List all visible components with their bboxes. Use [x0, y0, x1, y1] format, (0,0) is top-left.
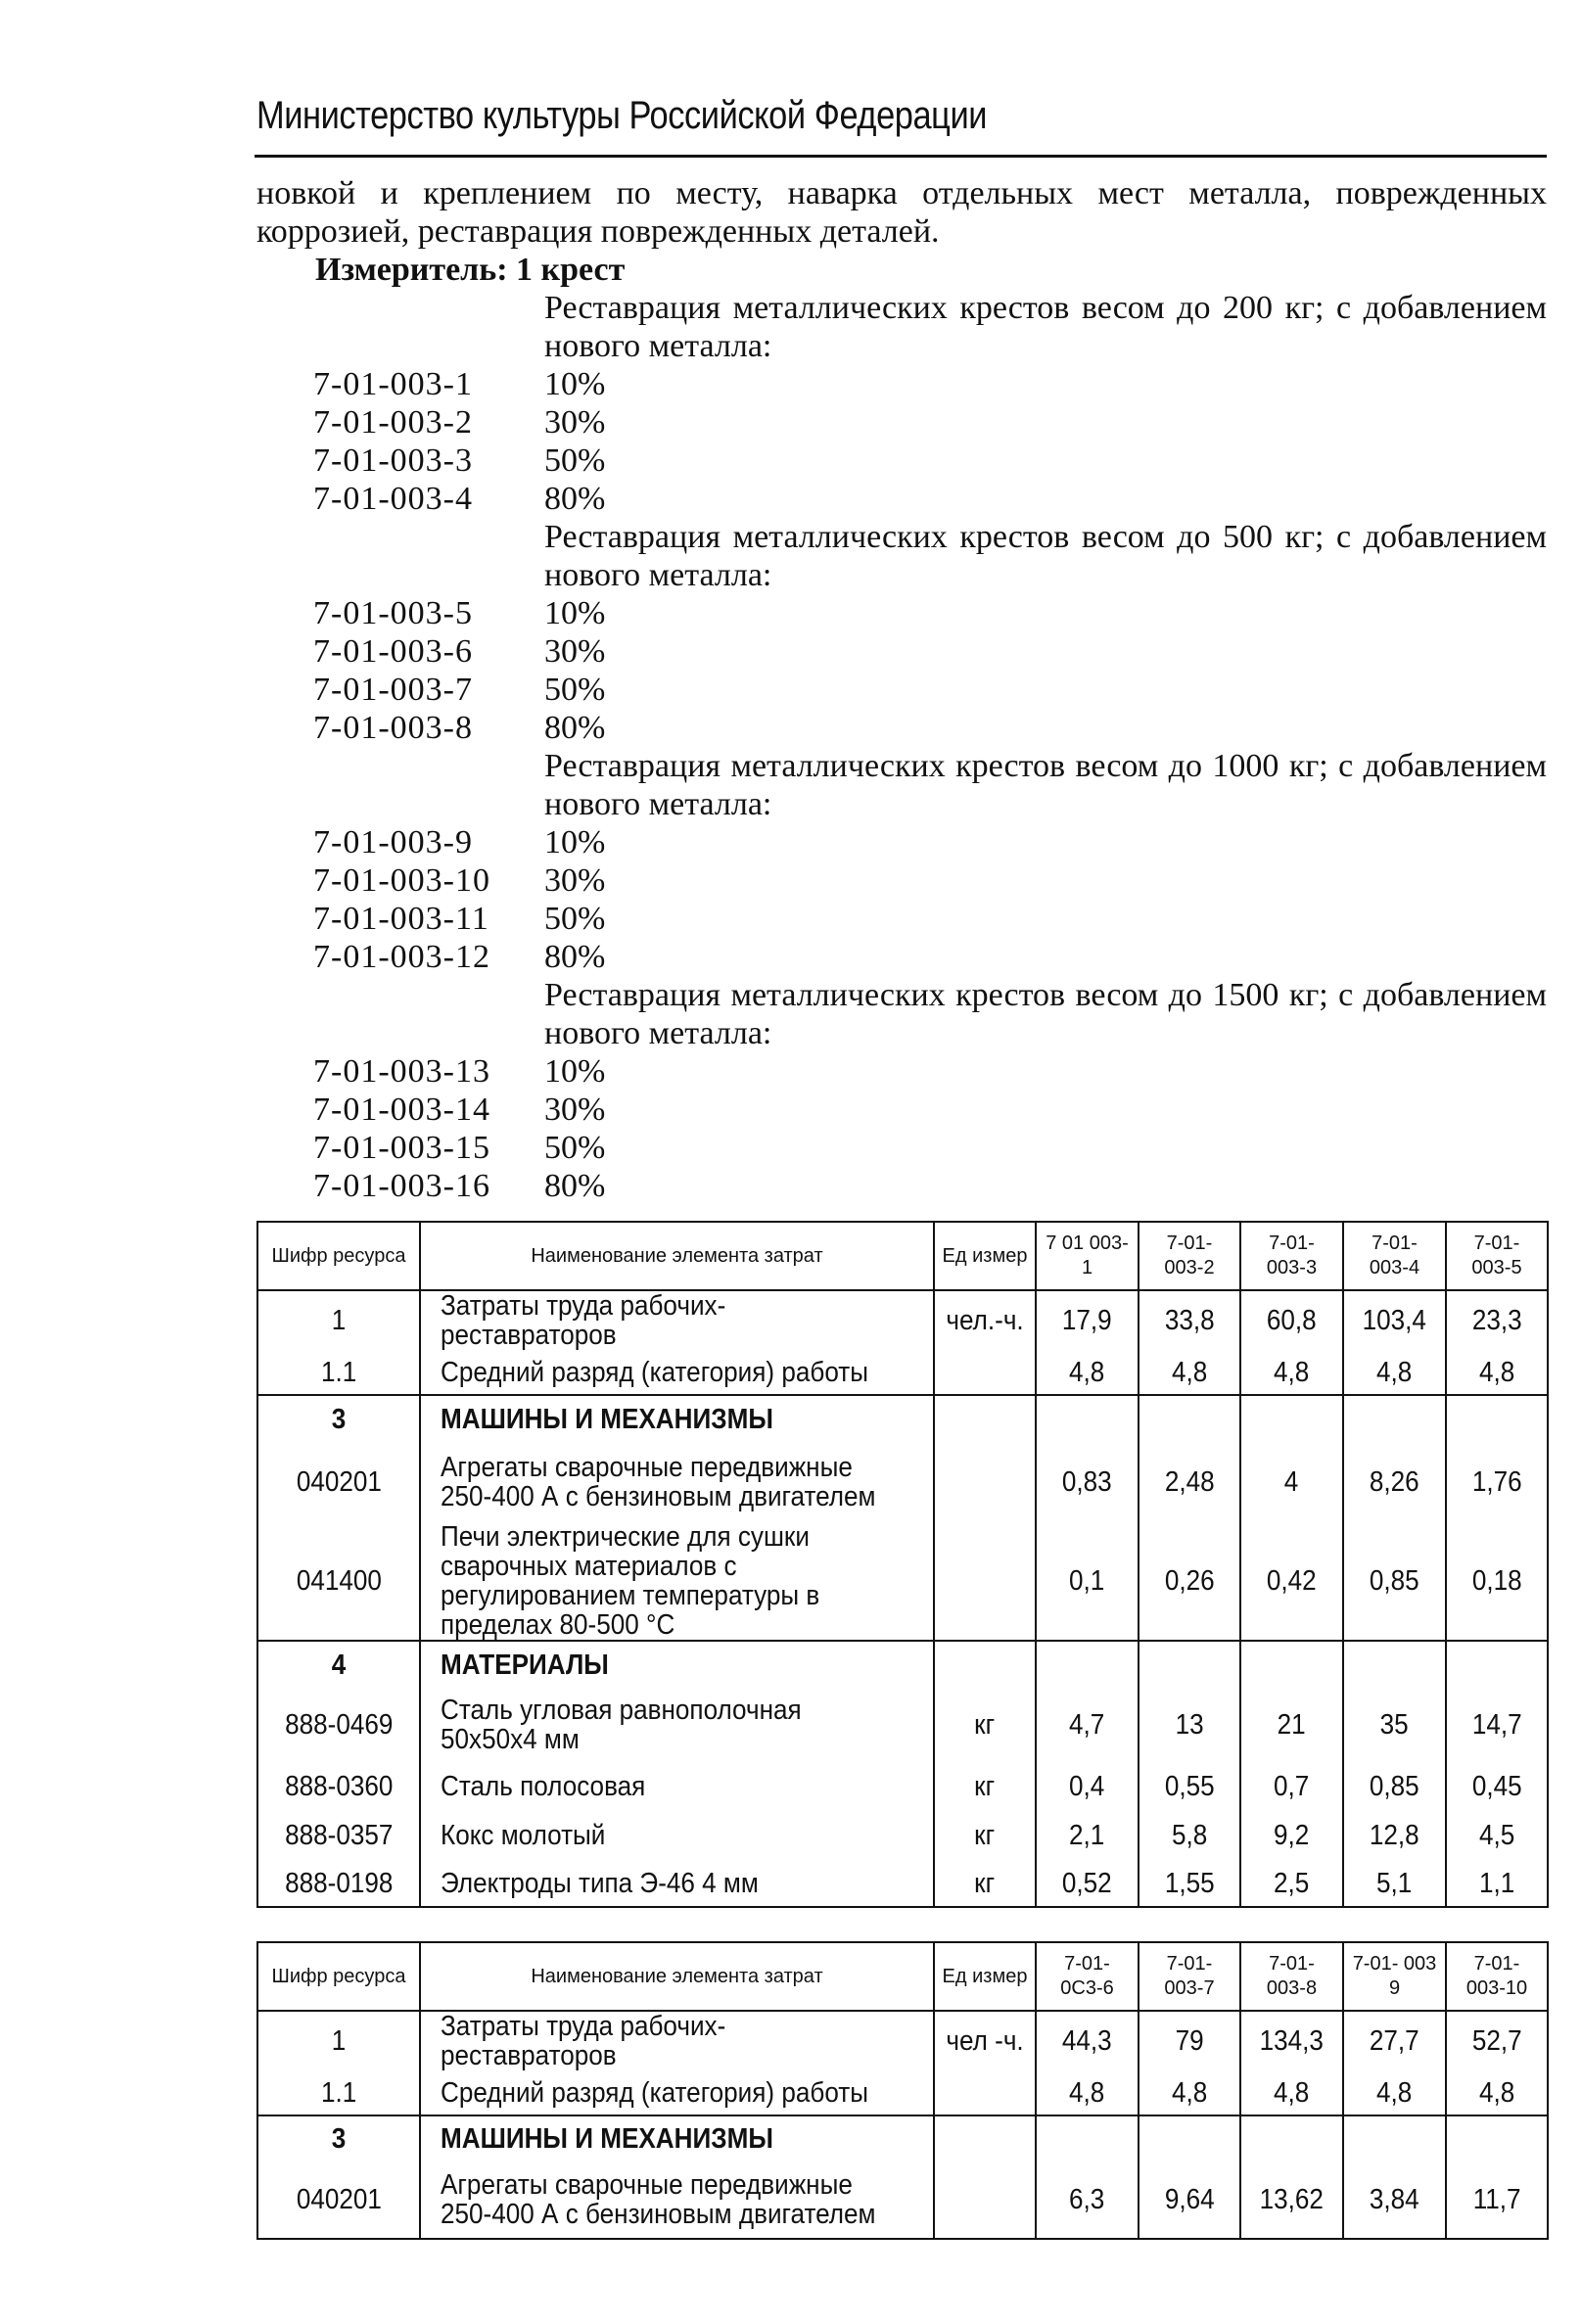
cell-value: 33,8 — [1139, 1290, 1240, 1350]
cell-value — [1343, 1641, 1446, 1688]
cell-value: 8,26 — [1343, 1442, 1446, 1522]
table-row — [257, 1860, 1548, 1907]
cell-value — [1240, 2115, 1343, 2161]
cell-value: 27,7 — [1343, 2011, 1446, 2070]
cell-code: 888-0360 — [257, 1762, 420, 1811]
cell-value: 60,8 — [1240, 1290, 1343, 1350]
cell-value: 9,64 — [1139, 2161, 1240, 2239]
cell-code: 1.1 — [257, 1350, 420, 1395]
cell-value: 2,5 — [1240, 1860, 1343, 1907]
item-percent: 50% — [544, 442, 606, 479]
cell-value: 0,7 — [1240, 1762, 1343, 1811]
group-heading: Реставрация металлических крестов весом до 1500 кг; с добавлением нового металла: — [544, 977, 1547, 1051]
group-heading: Реставрация металлических крестов весом до 200 кг; с добавлением нового металла: — [544, 290, 1547, 364]
item-code: 7-01-003-9 — [313, 824, 473, 860]
list-item — [313, 442, 605, 480]
header-unit: Ед измер — [934, 1222, 1036, 1290]
cell-value — [1446, 1641, 1548, 1688]
cell-value: 0,85 — [1343, 1762, 1446, 1811]
cell-unit — [934, 1350, 1036, 1395]
cell-name: Сталь полосовая — [420, 1762, 934, 1811]
item-percent: 30% — [544, 633, 606, 670]
cell-value: 35 — [1343, 1688, 1446, 1762]
cell-value: 13 — [1139, 1688, 1240, 1762]
cell-value: 52,7 — [1446, 2011, 1548, 2070]
cell-unit — [934, 2115, 1036, 2161]
table-row — [257, 1442, 1548, 1522]
cell-code: 888-0357 — [257, 1811, 420, 1860]
cell-unit — [934, 1395, 1036, 1442]
cell-value — [1446, 1395, 1548, 1442]
list-item — [313, 594, 605, 632]
cell-code: 888-0469 — [257, 1688, 420, 1762]
cell-value: 5,8 — [1139, 1811, 1240, 1860]
list-item — [313, 861, 605, 900]
cell-value: 4,8 — [1343, 1350, 1446, 1395]
cell-value — [1139, 1395, 1240, 1442]
cell-value: 17,9 — [1036, 1290, 1139, 1350]
item-code: 7-01-003-6 — [313, 633, 473, 670]
list-item — [313, 403, 605, 442]
list-item — [313, 671, 605, 709]
cell-name: Затраты труда рабочих-реставраторов — [420, 1290, 934, 1350]
cell-value: 4,8 — [1139, 2070, 1240, 2115]
cell-value: 0,42 — [1240, 1522, 1343, 1641]
list-item — [313, 823, 605, 861]
cell-code: 1.1 — [257, 2070, 420, 2115]
intro-paragraph: новкой и креплением по месту, наварка отдельных мест металла, поврежденных коррозией, реставрация поврежденных деталей. — [256, 175, 1547, 250]
cell-unit — [934, 2070, 1036, 2115]
item-percent: 50% — [544, 672, 606, 708]
table-row — [257, 2161, 1548, 2239]
cell-value: 21 — [1240, 1688, 1343, 1762]
cell-unit — [934, 1442, 1036, 1522]
header-col: 7-01- 003-7 — [1139, 1942, 1240, 2011]
cell-value: 4,7 — [1036, 1688, 1139, 1762]
cell-name: Печи электрические для сушки сварочных материалов с регулированием температуры в пределах 80-500 °С — [420, 1522, 934, 1641]
cell-name: Агрегаты сварочные передвижные 250-400 А с бензиновым двигателем — [420, 2161, 934, 2239]
cell-value: 1,76 — [1446, 1442, 1548, 1522]
item-code: 7-01-003-3 — [313, 442, 473, 479]
cell-value — [1240, 1395, 1343, 1442]
cell-value: 5,1 — [1343, 1860, 1446, 1907]
header-col: 7-01- 003 9 — [1343, 1942, 1446, 2011]
cell-value: 0,55 — [1139, 1762, 1240, 1811]
cell-name: МАШИНЫ И МЕХАНИЗМЫ — [420, 1395, 934, 1442]
cell-name: Сталь угловая равнополочная 50х50х4 мм — [420, 1688, 934, 1762]
cell-code: 041400 — [257, 1522, 420, 1641]
item-percent: 80% — [544, 1168, 606, 1204]
item-code: 7-01-003-10 — [313, 862, 490, 899]
cost-table-1 — [256, 1221, 1549, 1908]
item-percent: 80% — [544, 939, 606, 975]
cell-value: 0,45 — [1446, 1762, 1548, 1811]
cell-value — [1343, 2115, 1446, 2161]
cell-value: 0,18 — [1446, 1522, 1548, 1641]
cell-code: 4 — [257, 1641, 420, 1688]
cell-code: 040201 — [257, 2161, 420, 2239]
cell-name: Затраты труда рабочих-реставраторов — [420, 2011, 934, 2070]
table-row — [257, 1688, 1548, 1762]
cell-unit: чел.-ч. — [934, 1290, 1036, 1350]
cell-name: МАТЕРИАЛЫ — [420, 1641, 934, 1688]
cell-unit: кг — [934, 1762, 1036, 1811]
cell-value: 4,8 — [1446, 2070, 1548, 2115]
cell-code: 3 — [257, 2115, 420, 2161]
header-name: Наименование элемента затрат — [420, 1942, 934, 2011]
header-divider — [255, 155, 1547, 158]
table-row — [257, 2011, 1548, 2070]
cell-value: 4,8 — [1240, 1350, 1343, 1395]
table-row — [257, 1350, 1548, 1395]
cell-value: 2,1 — [1036, 1811, 1139, 1860]
cell-value: 13,62 — [1240, 2161, 1343, 2239]
cell-name: Электроды типа Э-46 4 мм — [420, 1860, 934, 1907]
list-item — [313, 480, 605, 518]
page-header-title: Министерство культуры Российской Федерации — [256, 94, 988, 137]
cell-value — [1139, 1641, 1240, 1688]
cell-unit: кг — [934, 1811, 1036, 1860]
group-heading: Реставрация металлических крестов весом до 1000 кг; с добавлением нового металла: — [544, 748, 1547, 822]
list-item — [313, 365, 605, 403]
cell-value: 9,2 — [1240, 1811, 1343, 1860]
item-percent: 80% — [544, 481, 606, 517]
list-item — [313, 632, 605, 671]
cell-name: Кокс молотый — [420, 1811, 934, 1860]
cell-value: 6,3 — [1036, 2161, 1139, 2239]
cell-value — [1036, 2115, 1139, 2161]
item-percent: 80% — [544, 710, 606, 746]
list-item — [313, 938, 605, 976]
cell-code: 1 — [257, 1290, 420, 1350]
cell-value: 0,1 — [1036, 1522, 1139, 1641]
table-section-row — [257, 1641, 1548, 1688]
table-row — [257, 1811, 1548, 1860]
cell-unit: чел -ч. — [934, 2011, 1036, 2070]
cell-value — [1139, 2115, 1240, 2161]
cell-value: 12,8 — [1343, 1811, 1446, 1860]
list-item — [313, 1052, 605, 1091]
cell-name: Средний разряд (категория) работы — [420, 2070, 934, 2115]
header-code: Шифр ресурса — [257, 1942, 420, 2011]
list-item — [313, 1091, 605, 1129]
cell-value: 0,52 — [1036, 1860, 1139, 1907]
item-percent: 10% — [544, 1053, 606, 1090]
cell-value: 0,26 — [1139, 1522, 1240, 1641]
cell-value: 4,8 — [1343, 2070, 1446, 2115]
cell-value: 1,55 — [1139, 1860, 1240, 1907]
cell-value: 0,4 — [1036, 1762, 1139, 1811]
cell-unit — [934, 1641, 1036, 1688]
table-section-row — [257, 2115, 1548, 2161]
cell-value: 14,7 — [1446, 1688, 1548, 1762]
cell-value: 3,84 — [1343, 2161, 1446, 2239]
cell-value: 4,8 — [1240, 2070, 1343, 2115]
table-row — [257, 1762, 1548, 1811]
cell-value — [1343, 1395, 1446, 1442]
cell-unit — [934, 2161, 1036, 2239]
table-header-row — [257, 1942, 1548, 2011]
cell-value: 44,3 — [1036, 2011, 1139, 2070]
table-section-row — [257, 1395, 1548, 1442]
item-code: 7-01-003-16 — [313, 1168, 490, 1204]
item-percent: 30% — [544, 404, 606, 441]
cell-value: 2,48 — [1139, 1442, 1240, 1522]
item-percent: 10% — [544, 824, 606, 860]
item-percent: 10% — [544, 595, 606, 631]
cell-name: МАШИНЫ И МЕХАНИЗМЫ — [420, 2115, 934, 2161]
cell-value: 4,8 — [1139, 1350, 1240, 1395]
table-header-row — [257, 1222, 1548, 1290]
item-percent: 50% — [544, 901, 606, 937]
item-percent: 10% — [544, 366, 606, 402]
header-name: Наименование элемента затрат — [420, 1222, 934, 1290]
item-code: 7-01-003-14 — [313, 1092, 490, 1128]
cell-code: 1 — [257, 2011, 420, 2070]
cell-value: 4,8 — [1446, 1350, 1548, 1395]
cell-value: 0,85 — [1343, 1522, 1446, 1641]
cell-code: 3 — [257, 1395, 420, 1442]
item-code: 7-01-003-11 — [313, 901, 489, 937]
table-row — [257, 1522, 1548, 1641]
item-percent: 50% — [544, 1130, 606, 1166]
header-col: 7-01- 0С3-6 — [1036, 1942, 1139, 2011]
item-code: 7-01-003-15 — [313, 1130, 490, 1166]
cell-value: 23,3 — [1446, 1290, 1548, 1350]
cell-value: 103,4 — [1343, 1290, 1446, 1350]
header-col: 7-01- 003-2 — [1139, 1222, 1240, 1290]
cell-value — [1036, 1641, 1139, 1688]
header-col: 7-01- 003-4 — [1343, 1222, 1446, 1290]
cell-value: 134,3 — [1240, 2011, 1343, 2070]
item-code: 7-01-003-12 — [313, 939, 490, 975]
item-code: 7-01-003-13 — [313, 1053, 490, 1090]
cell-value: 1,1 — [1446, 1860, 1548, 1907]
cell-value: 4,8 — [1036, 1350, 1139, 1395]
cell-value — [1446, 2115, 1548, 2161]
cell-name: Агрегаты сварочные передвижные 250-400 А с бензиновым двигателем — [420, 1442, 934, 1522]
item-code: 7-01-003-8 — [313, 710, 473, 746]
item-code: 7-01-003-4 — [313, 481, 473, 517]
cell-value: 4,5 — [1446, 1811, 1548, 1860]
item-code: 7-01-003-2 — [313, 404, 473, 441]
cell-value — [1036, 1395, 1139, 1442]
group-heading: Реставрация металлических крестов весом до 500 кг; с добавлением нового металла: — [544, 519, 1547, 593]
measure-unit: Измеритель: 1 крест — [315, 252, 626, 288]
cell-value: 4 — [1240, 1442, 1343, 1522]
cell-name: Средний разряд (категория) работы — [420, 1350, 934, 1395]
cell-code: 040201 — [257, 1442, 420, 1522]
header-code: Шифр ресурса — [257, 1222, 420, 1290]
header-col: 7-01- 003-5 — [1446, 1222, 1548, 1290]
list-item — [313, 900, 605, 938]
header-col: 7-01- 003-10 — [1446, 1942, 1548, 2011]
list-item — [313, 1129, 605, 1167]
item-percent: 30% — [544, 862, 606, 899]
cell-value: 0,83 — [1036, 1442, 1139, 1522]
table-row — [257, 2070, 1548, 2115]
item-code: 7-01-003-1 — [313, 366, 473, 402]
item-percent: 30% — [544, 1092, 606, 1128]
header-col: 7-01- 003-3 — [1240, 1222, 1343, 1290]
cell-value: 79 — [1139, 2011, 1240, 2070]
cost-table-2 — [256, 1941, 1549, 2240]
header-col: 7-01- 003-8 — [1240, 1942, 1343, 2011]
cell-value: 11,7 — [1446, 2161, 1548, 2239]
list-item — [313, 709, 605, 747]
list-item — [313, 1167, 605, 1205]
table-row — [257, 1290, 1548, 1350]
header-col: 7 01 003-1 — [1036, 1222, 1139, 1290]
cell-unit: кг — [934, 1688, 1036, 1762]
cell-unit: кг — [934, 1860, 1036, 1907]
cell-value — [1240, 1641, 1343, 1688]
cell-unit — [934, 1522, 1036, 1641]
cell-value: 4,8 — [1036, 2070, 1139, 2115]
cell-code: 888-0198 — [257, 1860, 420, 1907]
header-unit: Ед измер — [934, 1942, 1036, 2011]
item-code: 7-01-003-7 — [313, 672, 473, 708]
item-code: 7-01-003-5 — [313, 595, 473, 631]
